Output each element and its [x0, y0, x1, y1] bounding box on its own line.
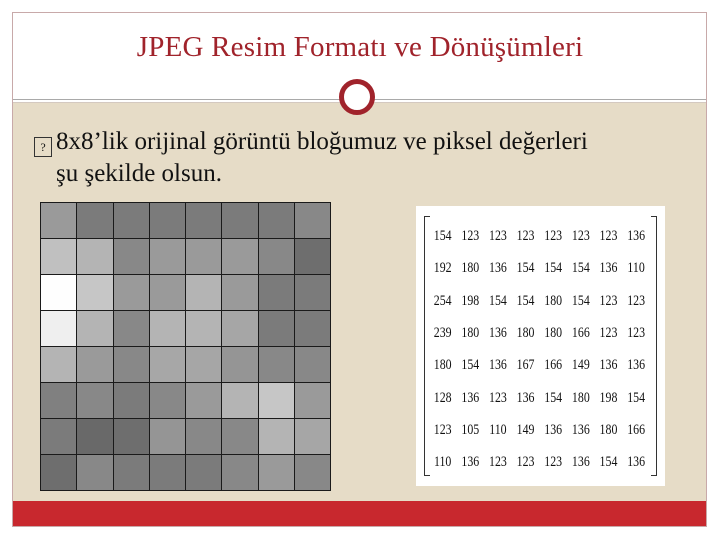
pixel-cell	[186, 419, 221, 454]
pixel-cell	[114, 203, 149, 238]
matrix-cell: 136	[571, 421, 590, 438]
bullet-paragraph	[34, 126, 694, 190]
pixel-cell	[150, 239, 185, 274]
pixel-cell	[77, 383, 112, 418]
bullet-line-2: şu şekilde olsun.	[56, 160, 222, 187]
matrix-cell: 180	[461, 260, 480, 277]
pixel-cell	[114, 347, 149, 382]
pixel-cell	[41, 455, 76, 490]
matrix-cell: 180	[461, 324, 480, 341]
matrix-cell: 105	[461, 421, 480, 438]
matrix-cell: 110	[627, 260, 645, 277]
pixel-cell	[295, 275, 330, 310]
matrix-cell: 123	[516, 228, 535, 244]
pixel-cell	[41, 239, 76, 274]
pixel-cell	[114, 311, 149, 346]
pixel-cell	[259, 275, 294, 310]
pixel-cell	[222, 311, 257, 346]
matrix-cell: 154	[571, 292, 590, 309]
pixel-cell	[186, 275, 221, 310]
matrix-cell: 149	[571, 357, 590, 374]
pixel-cell	[150, 383, 185, 418]
pixel-cell	[41, 311, 76, 346]
matrix-row	[432, 454, 647, 471]
matrix-row	[432, 325, 647, 342]
pixel-cell	[295, 455, 330, 490]
pixel-cell	[222, 347, 257, 382]
matrix-row	[432, 390, 647, 407]
pixel-cell	[222, 275, 257, 310]
matrix-cell: 123	[627, 292, 646, 309]
matrix-cell: 136	[599, 260, 618, 277]
matrix-cell: 198	[599, 389, 618, 406]
matrix-cell: 123	[571, 228, 590, 244]
matrix-cell: 198	[461, 292, 480, 309]
matrix-cell: 136	[489, 260, 507, 277]
matrix-cell: 239	[433, 324, 452, 341]
pixel-cell	[114, 383, 149, 418]
bullet-line-1: 8x8’lik orijinal görüntü bloğumuz ve piksel değerleri	[56, 128, 588, 155]
matrix-cell: 180	[516, 324, 535, 341]
matrix-cell: 154	[544, 260, 563, 277]
pixel-cell	[150, 419, 185, 454]
pixel-cell	[222, 383, 257, 418]
matrix-cell: 154	[627, 389, 646, 406]
pixel-cell	[259, 311, 294, 346]
pixel-cell	[114, 239, 149, 274]
matrix-cell: 136	[627, 228, 646, 244]
pixel-cell	[259, 419, 294, 454]
matrix-row	[432, 260, 647, 277]
matrix-cell: 154	[599, 454, 618, 471]
matrix-row	[432, 293, 647, 310]
pixel-cell	[150, 275, 185, 310]
pixel-cell	[222, 419, 257, 454]
matrix-row	[432, 422, 647, 439]
pixel-value-matrix	[416, 206, 665, 486]
matrix-cell: 123	[489, 454, 507, 471]
pixel-cell	[222, 239, 257, 274]
matrix-cell: 136	[461, 454, 480, 471]
pixel-cell	[186, 455, 221, 490]
matrix-cell: 123	[599, 324, 618, 341]
pixel-cell	[186, 383, 221, 418]
pixel-cell	[295, 419, 330, 454]
pixel-cell	[77, 275, 112, 310]
matrix-cell: 192	[433, 260, 452, 277]
matrix-cell: 123	[489, 389, 507, 406]
pixel-cell	[222, 203, 257, 238]
matrix-cell: 149	[516, 421, 535, 438]
pixel-cell	[186, 311, 221, 346]
matrix-row	[432, 357, 647, 374]
pixel-cell	[41, 383, 76, 418]
matrix-cell: 123	[544, 228, 563, 244]
matrix-cell: 128	[433, 389, 452, 406]
pixel-cell	[186, 239, 221, 274]
pixel-cell	[259, 455, 294, 490]
pixel-cell	[77, 419, 112, 454]
pixel-cell	[222, 455, 257, 490]
pixel-cell	[114, 455, 149, 490]
matrix-row	[432, 228, 647, 245]
matrix-cell: 136	[627, 357, 646, 374]
matrix-cell: 154	[571, 260, 590, 277]
matrix-cell: 154	[489, 292, 507, 309]
matrix-left-bracket	[424, 216, 430, 476]
matrix-cell: 180	[544, 292, 563, 309]
pixel-cell	[77, 347, 112, 382]
matrix-cell: 136	[544, 421, 563, 438]
footer-bar	[13, 501, 706, 526]
pixel-cell	[77, 203, 112, 238]
divider-circle-icon	[339, 79, 375, 115]
matrix-cell: 154	[516, 292, 535, 309]
matrix-cell: 180	[433, 357, 452, 374]
matrix-cell: 154	[433, 228, 452, 244]
pixel-cell	[295, 239, 330, 274]
matrix-cell: 136	[489, 357, 507, 374]
matrix-cell: 110	[433, 454, 452, 471]
pixel-cell	[259, 239, 294, 274]
bullet-box-icon: ?	[34, 137, 52, 157]
matrix-cell: 123	[489, 228, 507, 244]
matrix-cell: 123	[599, 292, 618, 309]
pixel-cell	[41, 347, 76, 382]
pixel-cell	[77, 455, 112, 490]
matrix-cell: 136	[571, 454, 590, 471]
pixel-cell	[295, 203, 330, 238]
matrix-right-bracket	[651, 216, 657, 476]
pixel-cell	[295, 383, 330, 418]
pixel-cell	[41, 275, 76, 310]
pixel-cell	[114, 275, 149, 310]
matrix-cell: 136	[599, 357, 618, 374]
matrix-cell: 180	[599, 421, 618, 438]
matrix-cell: 167	[516, 357, 535, 374]
matrix-cell: 254	[433, 292, 452, 309]
pixel-block-image	[40, 202, 331, 491]
matrix-cell: 123	[516, 454, 535, 471]
matrix-cell: 136	[461, 389, 480, 406]
pixel-cell	[295, 347, 330, 382]
pixel-cell	[259, 383, 294, 418]
matrix-cell: 136	[489, 324, 507, 341]
pixel-cell	[186, 203, 221, 238]
pixel-cell	[259, 347, 294, 382]
matrix-cell: 136	[516, 389, 535, 406]
pixel-cell	[150, 455, 185, 490]
matrix-cell: 123	[544, 454, 563, 471]
matrix-cell: 166	[571, 324, 590, 341]
pixel-cell	[41, 203, 76, 238]
matrix-cell: 136	[627, 454, 646, 471]
slide-title: JPEG Resim Formatı ve Dönüşümleri	[136, 31, 584, 63]
matrix-cell: 166	[627, 421, 646, 438]
pixel-cell	[150, 311, 185, 346]
pixel-cell	[77, 239, 112, 274]
pixel-cell	[259, 203, 294, 238]
pixel-cell	[150, 347, 185, 382]
pixel-cell	[114, 419, 149, 454]
pixel-cell	[295, 311, 330, 346]
matrix-cell: 123	[461, 228, 480, 244]
matrix-cell: 154	[461, 357, 480, 374]
pixel-cell	[150, 203, 185, 238]
matrix-cell: 123	[433, 421, 452, 438]
matrix-cell: 123	[627, 324, 646, 341]
matrix-cell: 123	[599, 228, 618, 244]
matrix-cell: 180	[571, 389, 590, 406]
matrix-cell: 180	[544, 324, 563, 341]
pixel-cell	[41, 419, 76, 454]
matrix-cell: 110	[489, 421, 507, 438]
matrix-cell: 154	[516, 260, 535, 277]
matrix-cell: 154	[544, 389, 563, 406]
pixel-cell	[77, 311, 112, 346]
matrix-cell: 166	[544, 357, 563, 374]
pixel-cell	[186, 347, 221, 382]
